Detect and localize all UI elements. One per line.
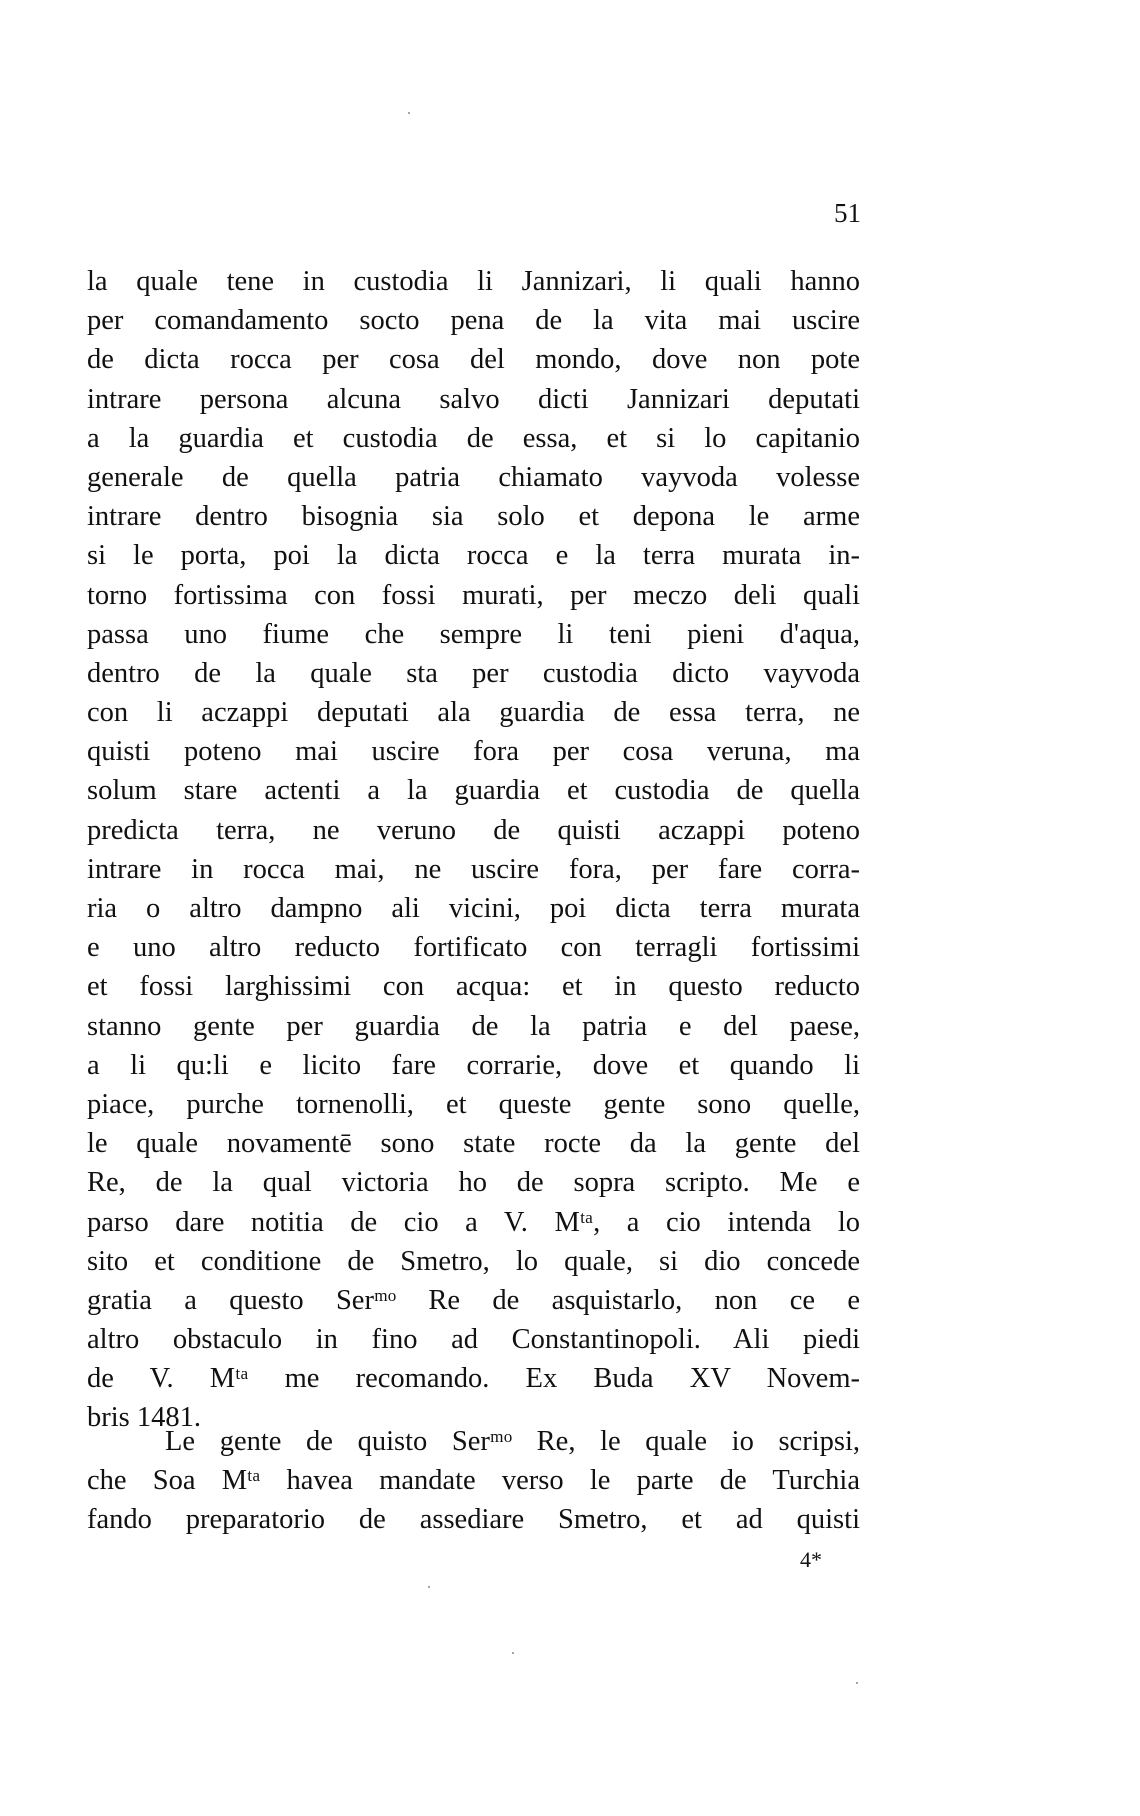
text-line: intrare dentro bisognia sia solo et depona le arme [87,501,860,533]
text-line: Le gente de quisto Serᵐᵒ Re, le quale io scripsi, [165,1426,860,1457]
text-line: per comandamento socto pena de la vita mai uscire [87,305,860,337]
text-line: parso dare notitia de cio a V. Mᵗᵃ, a cio intenda lo [87,1206,860,1238]
text-line: ria o altro dampno ali vicini, poi dicta terra murata [87,893,860,924]
text-line: stanno gente per guardia de la patria e del paese, [87,1010,860,1042]
text-line: sito et conditione de Smetro, lo quale, si dio concede [87,1245,860,1277]
text-line: la quale tene in custodia li Jannizari, li quali hanno [87,266,860,297]
paragraph-2 [87,1422,860,1540]
text-line: Re, de la qual victoria ho de sopra scripto. Me e [87,1167,860,1199]
text-line: de V. Mᵗᵃ me recomando. Ex Buda XV Novem- [87,1363,860,1395]
paper-speck [408,112,410,114]
text-line: gratia a questo Serᵐᵒ Re de asquistarlo, non ce e [87,1284,860,1316]
text-line: si le porta, poi la dicta rocca e la terra murata in- [87,540,860,572]
paper-speck [512,1652,514,1654]
text-line: solum stare actenti a la guardia et custodia de quella [87,775,860,807]
text-line: le quale novamentē sono state rocte da la gente del [87,1128,860,1160]
paper-speck [428,1586,430,1588]
text-line: de dicta rocca per cosa del mondo, dove non pote [87,344,860,376]
text-line: dentro de la quale sta per custodia dicto vayvoda [87,657,860,689]
text-line: e uno altro reducto fortificato con terragli fortissimi [87,932,860,964]
text-line: passa uno fiume che sempre li teni pieni d'aqua, [87,618,860,650]
text-line: bris 1481. [87,1402,201,1434]
text-line: fando preparatorio de assediare Smetro, et ad quisti [87,1504,860,1536]
text-line: che Soa Mᵗᵃ havea mandate verso le parte de Turchia [87,1465,860,1497]
page-number: 51 [834,198,861,228]
text-line: altro obstaculo in fino ad Constantinopoli. Ali piedi [87,1324,860,1356]
text-line: torno fortissima con fossi murati, per meczo deli quali [87,579,860,611]
text-line: intrare persona alcuna salvo dicti Jannizari deputati [87,383,860,415]
text-line: quisti poteno mai uscire fora per cosa veruna, ma [87,736,860,768]
text-line: intrare in rocca mai, ne uscire fora, per fare corra- [87,853,860,885]
signature-mark: 4* [800,1547,822,1572]
text-line: a la guardia et custodia de essa, et si lo capitanio [87,422,860,454]
text-line: generale de quella patria chiamato vayvoda volesse [87,461,860,493]
text-line: et fossi larghissimi con acqua: et in questo reducto [87,971,860,1003]
text-line: con li aczappi deputati ala guardia de essa terra, ne [87,697,860,729]
text-line: predicta terra, ne veruno de quisti aczappi poteno [87,814,860,846]
text-line: a li qu:li e licito fare corrarie, dove et quando li [87,1049,860,1081]
paragraph-1 [87,262,860,1438]
text-line: piace, purche tornenolli, et queste gente sono quelle, [87,1088,860,1120]
paper-speck [856,1682,858,1684]
